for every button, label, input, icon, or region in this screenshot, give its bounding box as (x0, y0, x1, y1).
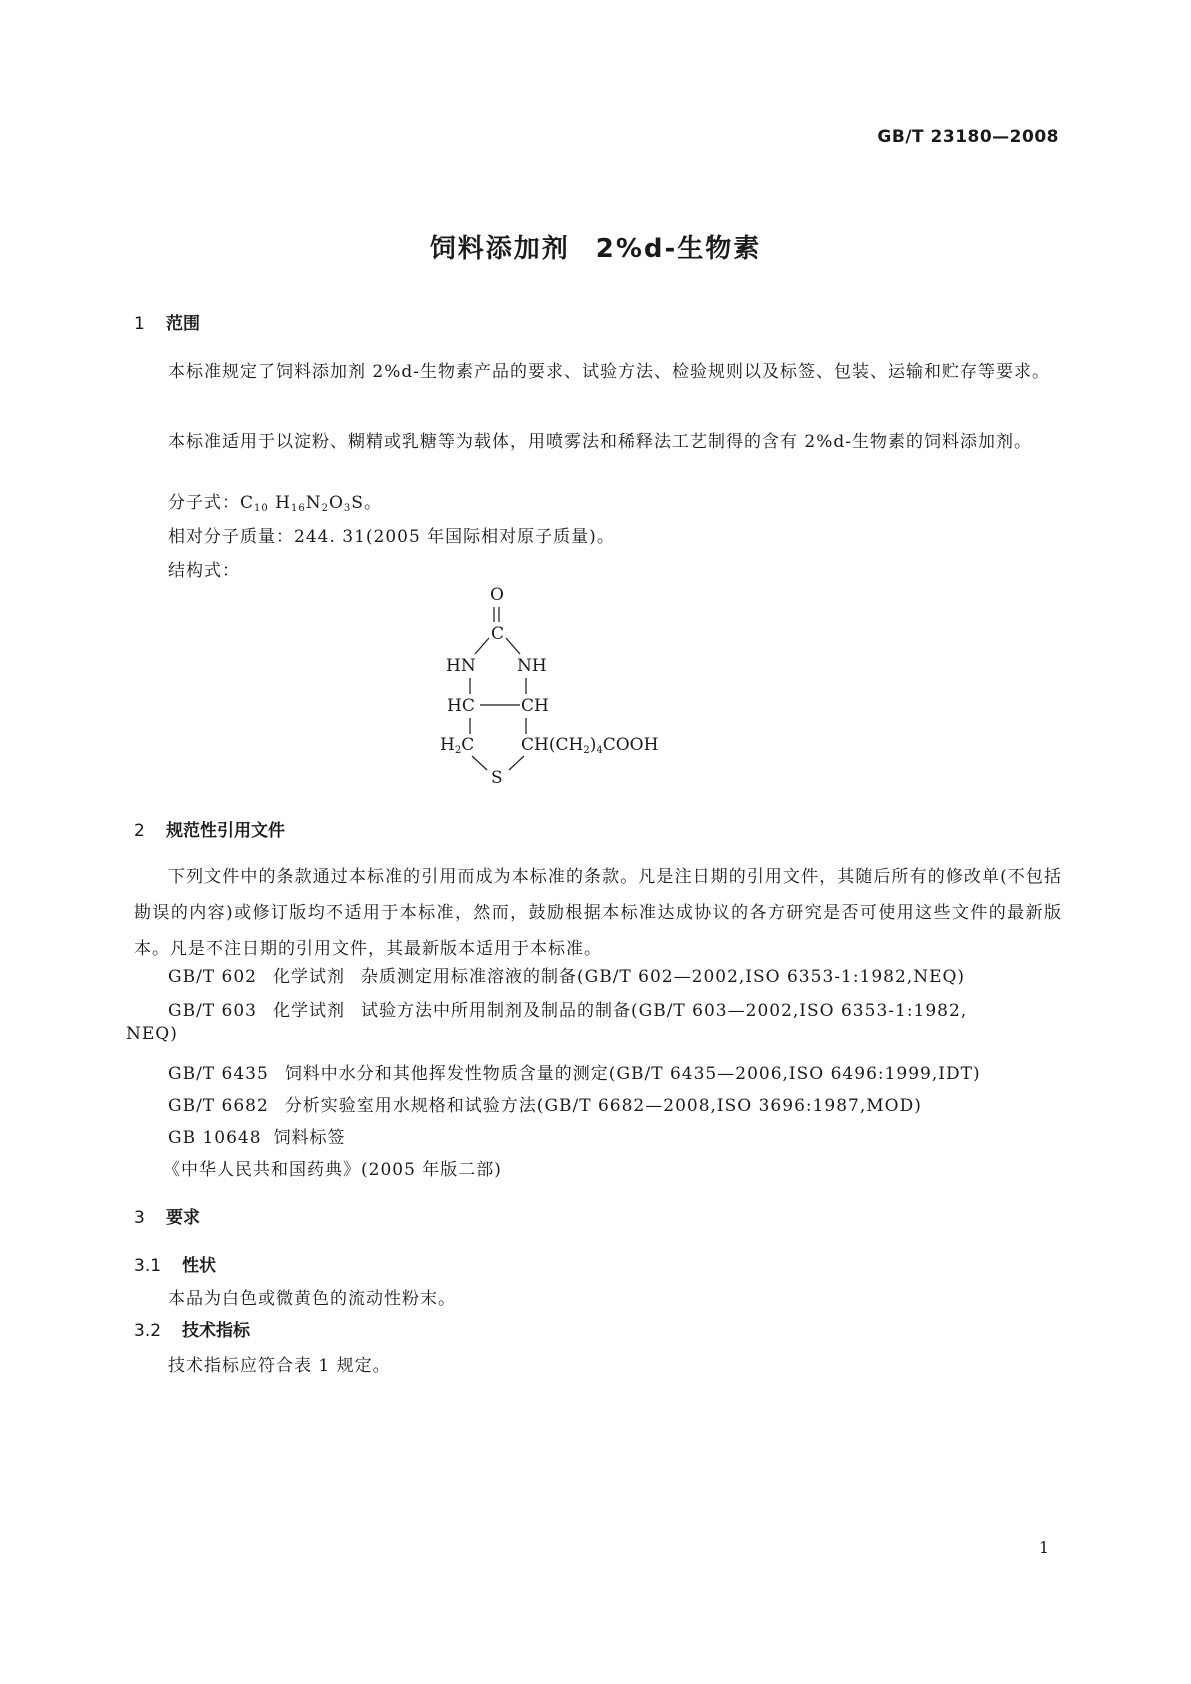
ref-pharmacopoeia: 《中华人民共和国药典》(2005 年版二部) (163, 1160, 502, 1180)
standard-number: GB/T 23180—2008 (877, 127, 1059, 147)
formula-o-count: 3 (343, 503, 352, 514)
title-part2: 2%d-生物素 (595, 234, 762, 264)
formula-s: S (351, 493, 364, 513)
section-2-heading (134, 816, 285, 841)
atom-nh: NH (517, 656, 547, 676)
technical-spec-text: 技术指标应符合表 1 规定。 (168, 1356, 391, 1376)
formula-h: H (275, 493, 291, 513)
formula-end: 。 (363, 493, 382, 513)
formula-c-count: 10 (254, 503, 269, 514)
section-title: 范围 (166, 314, 200, 334)
structural-formula (420, 578, 720, 792)
ref-code: GB/T 6435 (168, 1064, 269, 1084)
h2c-h: H (440, 735, 455, 755)
ref-name: 化学试剂 (273, 1001, 345, 1021)
ref-code: GB/T 602 (168, 967, 257, 987)
bond-c-nh (506, 638, 520, 654)
page-number: 1 (1038, 1538, 1049, 1557)
bond-c-hn (475, 638, 489, 654)
formula-h-count: 16 (290, 503, 306, 514)
formula-n-count: 2 (321, 503, 329, 514)
chain-count-2: 4 (596, 745, 603, 756)
ref-gbt-603 (168, 996, 967, 1021)
ref-gb-10648 (168, 1123, 346, 1148)
ref-desc: 杂质测定用标准溶液的制备(GB/T 602—2002,ISO 6353-1:1982,NEQ) (361, 967, 966, 987)
references-intro: 下列文件中的条款通过本标准的引用而成为本标准的条款。凡是注日期的引用文件，其随后所有的修改单(不包括勘误的内容)或修订版均不适用于本标准，然而，鼓励根据本标准达成协议的各方研究是否可使用这些文件的最新版本。凡是不注日期的引用文件，其最新版本适用于本标准。 (134, 867, 1062, 959)
subsection-3-1-heading (134, 1251, 216, 1276)
ref-desc: 饲料标签 (273, 1128, 346, 1148)
section-title: 规范性引用文件 (166, 821, 285, 841)
chain-a: CH(CH (521, 735, 584, 755)
section-title: 要求 (166, 1208, 200, 1228)
h2c-count: 2 (454, 745, 462, 756)
ref-name: 化学试剂 (273, 967, 345, 987)
section-3-heading (134, 1203, 200, 1228)
formula-o: O (328, 493, 344, 513)
appearance-text: 本品为白色或微黄色的流动性粉末。 (168, 1289, 456, 1309)
ref-code: GB/T 6682 (168, 1096, 269, 1116)
subsection-number: 3.1 (134, 1256, 162, 1276)
ref-code: GB/T 603 (168, 1001, 257, 1021)
subsection-title: 技术指标 (182, 1321, 250, 1341)
ref-gbt-602 (168, 962, 965, 987)
ref-gbt-6435 (168, 1059, 981, 1084)
ref-desc: 试验方法中所用制剂及制品的制备(GB/T 603—2002,ISO 6353-1:1982, (361, 1001, 968, 1021)
molecular-formula (168, 488, 382, 514)
atom-c-top: C (491, 624, 505, 644)
subsection-3-2-heading (134, 1316, 250, 1341)
subsection-number: 3.2 (134, 1321, 162, 1341)
atom-hc: HC (447, 696, 475, 716)
molecular-mass: 相对分子质量：244. 31(2005 年国际相对原子质量)。 (168, 527, 615, 547)
atom-ch: CH (521, 696, 549, 716)
atom-s: S (491, 768, 503, 788)
atom-o: O (490, 585, 504, 605)
bond-h2c-s (472, 756, 487, 770)
section-number: 1 (134, 314, 145, 334)
formula-label: 分子式： (168, 493, 240, 513)
ref-desc: 分析实验室用水规格和试验方法(GB/T 6682—2008,ISO 3696:1987,MOD) (284, 1096, 922, 1116)
subsection-title: 性状 (182, 1256, 216, 1276)
ref-gbt-603-continued: NEQ) (126, 1024, 178, 1044)
atom-hn: HN (446, 656, 476, 676)
formula-n: N (305, 493, 322, 513)
structure-label: 结构式： (168, 561, 240, 581)
bond-ch-s (509, 756, 524, 770)
formula-c: C (240, 493, 255, 513)
section-1-heading (134, 309, 200, 334)
document-title (0, 228, 1191, 265)
side-chain (521, 735, 658, 756)
title-part1: 饲料添加剂 (429, 234, 570, 264)
ref-desc: 饲料中水分和其他挥发性物质含量的测定(GB/T 6435—2006,ISO 6496:1999,IDT) (284, 1064, 981, 1084)
chain-b: ) (589, 735, 597, 755)
scope-paragraph-1: 本标准规定了饲料添加剂 2%d-生物素产品的要求、试验方法、检验规则以及标签、包装、运输和贮存等要求。 (168, 362, 1050, 382)
scope-paragraph-2: 本标准适用于以淀粉、糊精或乳糖等为载体，用喷雾法和稀释法工艺制得的含有 2%d-生物素的饲料添加剂。 (168, 432, 1032, 452)
atom-h2c (440, 735, 474, 756)
section-number: 3 (134, 1208, 145, 1228)
h2c-c: C (461, 735, 475, 755)
chain-count-1: 2 (583, 745, 590, 756)
section-number: 2 (134, 821, 145, 841)
chain-c: COOH (602, 735, 659, 755)
ref-code: GB 10648 (168, 1128, 262, 1148)
ref-gbt-6682 (168, 1091, 922, 1116)
